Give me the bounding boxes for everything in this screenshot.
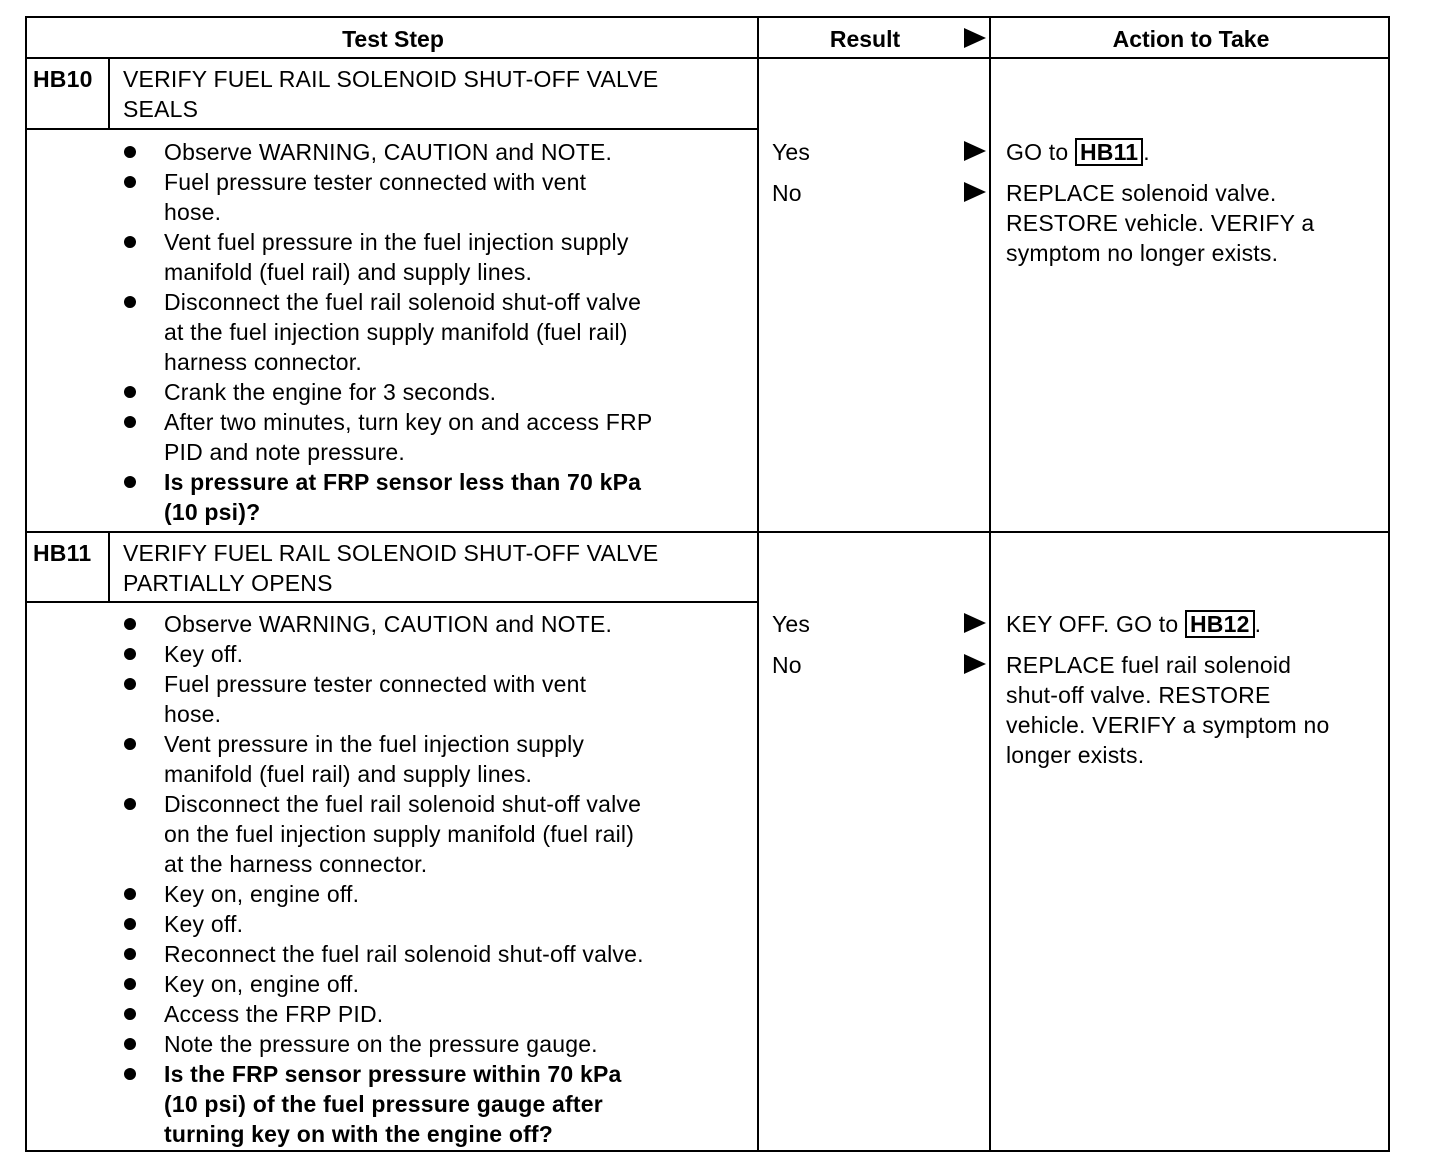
step-instruction: Fuel pressure tester connected with vent	[164, 169, 587, 195]
step-instruction: Key off.	[164, 911, 244, 937]
rule-vertical	[1388, 16, 1390, 1152]
step-instruction: Note the pressure on the pressure gauge.	[164, 1031, 598, 1057]
step-instruction: Fuel pressure tester connected with vent	[164, 671, 587, 697]
result-arrow-icon	[964, 141, 986, 161]
step-instruction: manifold (fuel rail) and supply lines.	[164, 259, 533, 285]
step-instruction: Disconnect the fuel rail solenoid shut-off valve	[164, 791, 642, 817]
step-question: (10 psi) of the fuel pressure gauge after	[164, 1091, 603, 1117]
step-instruction: on the fuel injection supply manifold (fuel rail)	[164, 821, 635, 847]
action-goto	[1006, 137, 1150, 167]
bullet-icon	[124, 738, 136, 750]
header-action: Action to Take	[1112, 26, 1270, 52]
action-text: KEY OFF. GO to	[1006, 611, 1185, 637]
bullet-icon	[124, 798, 136, 810]
result-no: No	[772, 652, 802, 678]
rule-horizontal	[26, 128, 757, 130]
rule-vertical	[989, 16, 991, 1152]
bullet-icon	[124, 1068, 136, 1080]
step-instruction: Vent pressure in the fuel injection supply	[164, 731, 585, 757]
rule-vertical	[25, 16, 27, 1152]
step-instruction: Access the FRP PID.	[164, 1001, 384, 1027]
bullet-icon	[124, 618, 136, 630]
bullet-icon	[124, 476, 136, 488]
action-text: REPLACE solenoid valve.	[1006, 180, 1277, 206]
header-arrow-icon	[964, 28, 986, 48]
bullet-icon	[124, 386, 136, 398]
result-arrow-icon	[964, 613, 986, 633]
rule-horizontal	[26, 16, 1390, 18]
result-yes: Yes	[772, 611, 811, 637]
bullet-icon	[124, 1038, 136, 1050]
bullet-icon	[124, 978, 136, 990]
action-goto	[1006, 609, 1261, 639]
step-instruction: After two minutes, turn key on and access FRP	[164, 409, 653, 435]
result-arrow-icon	[964, 182, 986, 202]
bullet-icon	[124, 416, 136, 428]
rule-horizontal	[26, 601, 757, 603]
step-instruction: hose.	[164, 199, 222, 225]
bullet-icon	[124, 918, 136, 930]
result-no: No	[772, 180, 802, 206]
bullet-icon	[124, 176, 136, 188]
step-title: VERIFY FUEL RAIL SOLENOID SHUT-OFF VALVE	[123, 66, 659, 92]
step-title: SEALS	[123, 96, 199, 122]
bullet-icon	[124, 1008, 136, 1020]
header-test-step: Test Step	[342, 26, 444, 52]
step-question: (10 psi)?	[164, 499, 261, 525]
step-instruction: at the harness connector.	[164, 851, 428, 877]
step-id: HB11	[33, 540, 92, 566]
step-instruction: Key on, engine off.	[164, 971, 360, 997]
step-instruction: Disconnect the fuel rail solenoid shut-off valve	[164, 289, 642, 315]
rule-horizontal	[26, 531, 1390, 533]
step-reference-link[interactable]: HB12	[1185, 610, 1255, 638]
step-question: turning key on with the engine off?	[164, 1121, 554, 1147]
header-result: Result	[829, 26, 901, 52]
step-instruction: Reconnect the fuel rail solenoid shut-off valve.	[164, 941, 644, 967]
action-text: symptom no longer exists.	[1006, 240, 1279, 266]
action-text: GO to	[1006, 139, 1075, 165]
step-instruction: manifold (fuel rail) and supply lines.	[164, 761, 533, 787]
step-instruction: hose.	[164, 701, 222, 727]
step-title: PARTIALLY OPENS	[123, 570, 333, 596]
bullet-icon	[124, 236, 136, 248]
step-instruction: Key on, engine off.	[164, 881, 360, 907]
rule-vertical	[757, 16, 759, 1152]
bullet-icon	[124, 678, 136, 690]
step-question: Is the FRP sensor pressure within 70 kPa	[164, 1061, 622, 1087]
step-reference-link[interactable]: HB11	[1075, 138, 1143, 166]
step-instruction: Vent fuel pressure in the fuel injection supply	[164, 229, 629, 255]
step-id: HB10	[33, 66, 93, 92]
result-yes: Yes	[772, 139, 811, 165]
bullet-icon	[124, 296, 136, 308]
step-instruction: at the fuel injection supply manifold (fuel rail)	[164, 319, 628, 345]
rule-vertical	[108, 57, 110, 128]
action-text: vehicle. VERIFY a symptom no	[1006, 712, 1330, 738]
rule-horizontal	[26, 1150, 1390, 1152]
result-arrow-icon	[964, 654, 986, 674]
action-text: shut-off valve. RESTORE	[1006, 682, 1271, 708]
bullet-icon	[124, 948, 136, 960]
action-text: REPLACE fuel rail solenoid	[1006, 652, 1292, 678]
step-question: Is pressure at FRP sensor less than 70 kPa	[164, 469, 642, 495]
action-text: RESTORE vehicle. VERIFY a	[1006, 210, 1315, 236]
step-instruction: harness connector.	[164, 349, 362, 375]
action-text: longer exists.	[1006, 742, 1145, 768]
step-instruction: Observe WARNING, CAUTION and NOTE.	[164, 139, 613, 165]
bullet-icon	[124, 146, 136, 158]
step-instruction: Key off.	[164, 641, 244, 667]
action-text-suffix: .	[1143, 139, 1150, 165]
bullet-icon	[124, 888, 136, 900]
step-instruction: Crank the engine for 3 seconds.	[164, 379, 497, 405]
rule-vertical	[108, 531, 110, 601]
rule-horizontal	[26, 57, 1390, 59]
bullet-icon	[124, 648, 136, 660]
action-text-suffix: .	[1254, 611, 1262, 637]
step-instruction: Observe WARNING, CAUTION and NOTE.	[164, 611, 613, 637]
step-title: VERIFY FUEL RAIL SOLENOID SHUT-OFF VALVE	[123, 540, 659, 566]
step-instruction: PID and note pressure.	[164, 439, 405, 465]
